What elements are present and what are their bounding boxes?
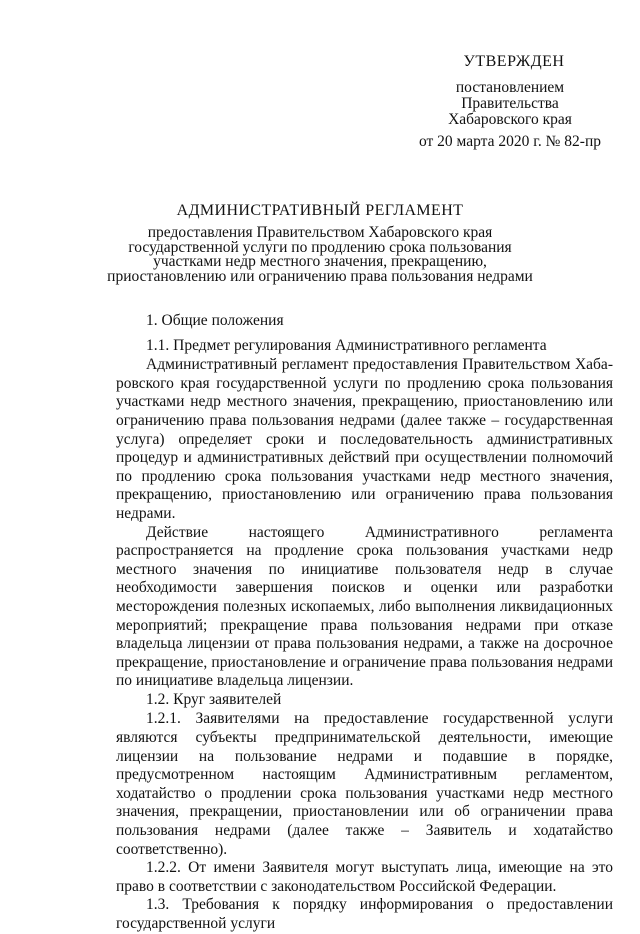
document-subtitle: предоставления Правительством Хабаровского края государственной услуги по продлению срока пользования участками недр местного значения, прекращению, приостановлению или ограничению права пользования недрами: [107, 224, 533, 285]
approval-date: от 20 марта 2020 г. № 82-пр: [418, 133, 602, 150]
approval-line-3: Хабаровского края: [448, 111, 572, 128]
approval-stamp: [395, 54, 615, 150]
approval-line-1: постановлением: [455, 79, 565, 96]
approval-line-2: Правительства: [461, 95, 559, 112]
document-title: АДМИНИСТРАТИВНЫЙ РЕГЛАМЕНТ: [176, 202, 464, 219]
paragraph-informing-requirements: 1.3. Требования к порядку информирования о предоставлении государственной услуги: [116, 896, 613, 932]
document-body: [116, 312, 613, 934]
paragraph-regulation-scope: Административный регламент предоставления Правительством Хабаровского края государственной услуги по продлению срока пользования участками недр местного значения, прекращению, приостановлению или ограничению права пользования недрами (далее также – государственная услуга) определяет сроки и последовательность административных процедур и административных действий при осуществлении полномочий по продлению срока пользования участками недр местного значения, прекращению, приостановлению или ограничению права пользования недрами.: [116, 356, 613, 522]
subsection-heading-applicants: 1.2. Круг заявителей: [146, 690, 282, 708]
paragraph-regulation-application: Действие настоящего Административного регламента распространяется на продление срока пользования участками недр местного значения по инициативе пользователя недр в случае необходимости завершения поисков и оценки или разработки месторождения полезных ископаемых, либо выполнения ликвидационных мероприятий; прекращение права пользования недрами при отказе владельца лицензии от права пользования недрами, а также на досрочное прекращение, приостановление и ограничение права пользования недрами по инициативе владельца лицензии.: [116, 523, 613, 690]
paragraph-representatives: 1.2.2. От имени Заявителя могут выступать лица, имеющие на это право в соответствии с законодательством Российской Федерации.: [116, 859, 613, 895]
approval-heading: УТВЕРЖДЕН: [463, 53, 565, 70]
subsection-heading-subject: 1.1. Предмет регулирования Административного регламента: [146, 336, 547, 354]
section-heading-general: 1. Общие положения: [146, 312, 284, 329]
paragraph-applicants: 1.2.1. Заявителями на предоставление государственной услуги являются субъекты предпринимательской деятельности, имеющие лицензии на пользование недрами и подавшие в порядке, предусмотренном настоящим Административным регламентом, ходатайство о продлении срока пользования участками недр местного значения, прекращении, приостановлении или об ограничении права пользования недрами (далее также – Заявитель и ходатайство соответственно).: [116, 710, 613, 858]
